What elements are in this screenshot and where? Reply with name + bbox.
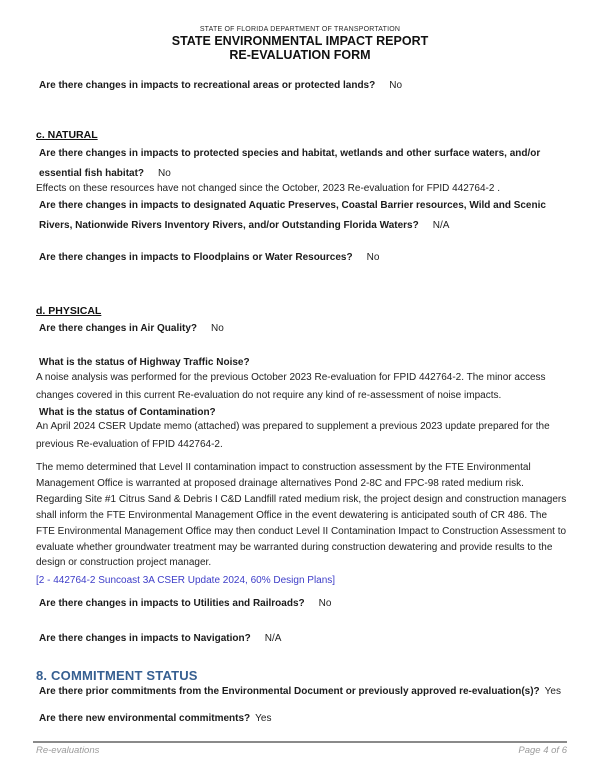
section-c-heading: c. NATURAL bbox=[36, 129, 98, 141]
question-label: Are there new environmental commitments? bbox=[39, 713, 251, 724]
form-title-line2: RE-EVALUATION FORM bbox=[229, 48, 371, 62]
question-air-quality bbox=[36, 319, 570, 339]
noise-status-text: A noise analysis was performed for the previous October 2023 Re-evaluation for FPID 442764-2. The minor access changes covered in this current Re-evaluation do not require any kind of re-assessment of noise impacts. bbox=[36, 372, 546, 401]
form-header bbox=[0, 26, 600, 62]
question-navigation bbox=[36, 629, 570, 649]
noise-status-label: What is the status of Highway Traffic Noise? bbox=[39, 357, 250, 368]
question-answer: N/A bbox=[432, 220, 450, 231]
question-utilities bbox=[36, 594, 570, 614]
question-label: Are there changes in impacts to recreational areas or protected lands? bbox=[39, 80, 376, 91]
question-label: Are there changes in impacts to Floodplains or Water Resources? bbox=[39, 252, 353, 263]
question-label: Are there changes in impacts to protected species and habitat, wetlands and other surface waters, and/or essential fish habitat? bbox=[39, 148, 541, 179]
footer-page-number: Page 4 of 6 bbox=[518, 745, 567, 756]
question-answer: No bbox=[158, 168, 171, 179]
question-label: Are there changes in impacts to Utilities and Railroads? bbox=[39, 598, 305, 609]
question-label: Are there changes in impacts to designated Aquatic Preserves, Coastal Barrier resources, Wild and Scenic Rivers, Nationwide Rivers Inventory Rivers, and/or Outstanding Florida Waters? bbox=[39, 200, 546, 231]
question-answer: No bbox=[318, 598, 332, 609]
question-aquatic bbox=[36, 196, 570, 236]
question-label: Are there changes in impacts to Navigation? bbox=[39, 633, 251, 644]
footer-rule bbox=[33, 741, 567, 743]
question-new-commitments bbox=[36, 709, 570, 729]
form-title-line1: STATE ENVIRONMENTAL IMPACT REPORT bbox=[171, 34, 429, 48]
agency-line: STATE OF FLORIDA DEPARTMENT OF TRANSPORTATION bbox=[199, 26, 401, 33]
section-d-heading: d. PHYSICAL bbox=[36, 305, 102, 317]
question-answer: N/A bbox=[264, 633, 282, 644]
question-answer: Yes bbox=[255, 713, 272, 724]
contamination-status-text: An April 2024 CSER Update memo (attached) was prepared to supplement a previous 2023 update prepared for the previous Re-evaluation of FPID 442764-2. bbox=[36, 421, 550, 450]
footer-document-name: Re-evaluations bbox=[36, 745, 100, 756]
question-answer: No bbox=[366, 252, 380, 263]
question-label: Are there prior commitments from the Environmental Document or previously approved re-evaluation(s)? bbox=[39, 686, 540, 697]
question-prior-commitments bbox=[36, 682, 570, 702]
contamination-memo-block bbox=[36, 460, 567, 588]
question-species bbox=[36, 144, 570, 184]
contamination-status-label: What is the status of Contamination? bbox=[39, 407, 216, 418]
question-answer: No bbox=[211, 323, 224, 334]
contamination-memo-paragraph: The memo determined that Level II contamination impact to construction assessment by the FTE Environmental Management Office is warranted at proposed drainage alternatives Pond 2-8C and FPC-98 rated medium risk. Regarding Site #1 Citrus Sand & Debris I C&D Landfill rated medium risk, the project design and construction managers shall inform the FTE Environmental Management Office in the event dewatering is anticipated south of CR 486. The FTE Environmental Management Office may then conduct Level II Contamination Impact to Construction Assessment to evaluate whether groundwater treatment may be warranted during construction dewatering and provide results to the design or construction project manager. bbox=[36, 462, 567, 569]
section-8-heading: 8. COMMITMENT STATUS bbox=[36, 668, 198, 683]
question-floodplains bbox=[36, 248, 570, 268]
question-label: Are there changes in Air Quality? bbox=[39, 323, 198, 334]
cser-update-attachment-link[interactable]: [2 - 442764-2 Suncoast 3A CSER Update 2024, 60% Design Plans] bbox=[36, 575, 336, 587]
question-recreational bbox=[36, 76, 570, 96]
natural-note: Effects on these resources have not changed since the October, 2023 Re-evaluation for FPID 442764-2 . bbox=[36, 183, 500, 194]
question-answer: Yes bbox=[544, 686, 561, 697]
question-answer: No bbox=[389, 80, 403, 91]
